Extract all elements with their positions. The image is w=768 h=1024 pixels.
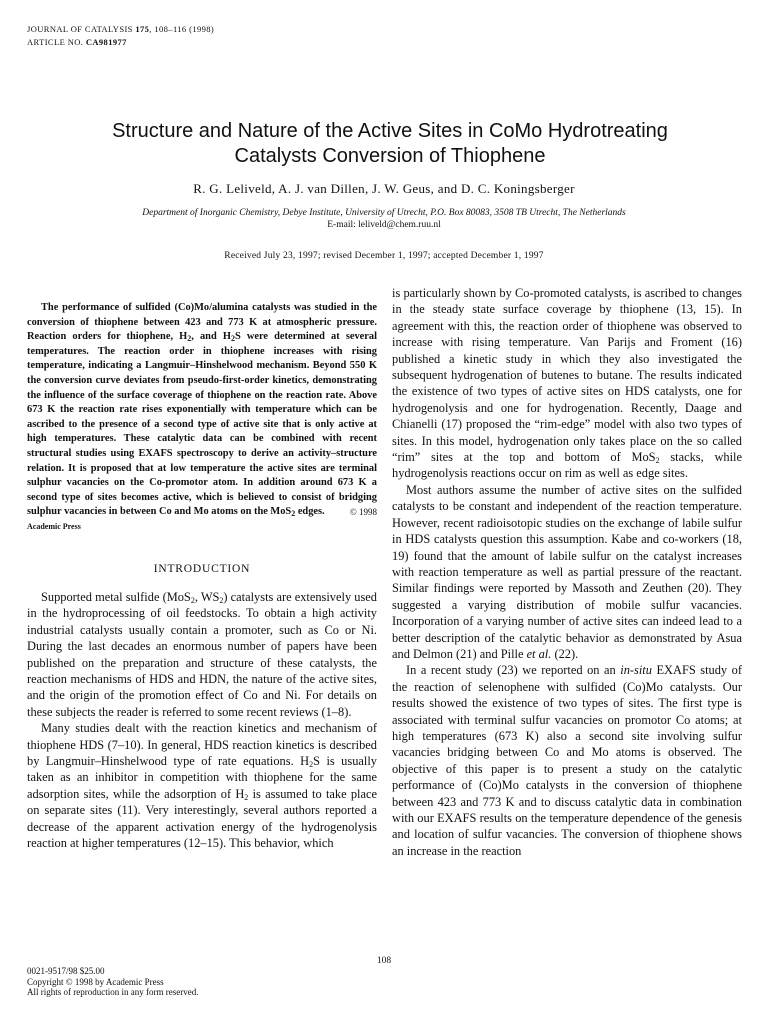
- page-number: 108: [376, 956, 392, 966]
- footer-copyright: Copyright © 1998 by Academic Press: [27, 976, 164, 987]
- right-paragraph-1: is particularly shown by Co-promoted catalysts, is ascribed to changes in the steady state surface coverage by thiophene (13, 15). In agreement with this, the reaction order of thiophene was observed to increase with rising temperature. Van Parijs and Froment (16) published a kinetic study in which they also investigated the subsequent hydrogenation of butenes to butane. The results indicated the existence of two types of active sites on HDS catalysts, one for hydrogenolysis and one for hydrogenation. Recently, Daage and Chianelli (17) proposed the “rim-edge” model with also two types of sites. In this model, hydrogenation only takes place on the so called “rim” sites at the top and bottom of MoS$_2$ stacks, while hydrogenolysis reactions occur on rim as well as edge sites.: [392, 286, 742, 481]
- affiliation: Department of Inorganic Chemistry, Debye Institute, University of Utrecht, P.O. Box 80083, 3508 TB Utrecht, The Netherlands: [142, 208, 626, 218]
- left-paragraph-2: Many studies dealt with the reaction kinetics and mechanism of thiophene HDS (7–10). In general, HDS reaction kinetics is described by Langmuir–Hinshelwood type of rate equations. $H_2S$ is usually taken as an inhibitor in competition with thiophene for the same adsorption sites, while the adsorption of $H_2$ is assumed to take place on separate sites (11). Very interestingly, several authors reported a decrease of the apparent activation energy of the hydrogenolysis reaction at higher temperatures (12–15). This behavior, which: [27, 721, 377, 850]
- footer-rights: All rights of reproduction in any form reserved.: [27, 987, 199, 998]
- right-paragraph-3: In a recent study (23) we reported on an in-situ EXAFS study of the reaction of selenophene with sulfided (Co)Mo catalysts. Our results showed the existence of two types of sites. The first type is associated with terminal sulfur vacancies on promotor Co atoms; at high temperatures (673 K) also a second site involving sulfur vacancies bridging between Co and Mo atoms is observed. The objective of this paper is to present a study on the catalytic performance of (Co)Mo catalysts in the conversion of thiophene between 423 and 773 K and to discuss catalytic data in combination with our EXAFS results on the temperature dependence of the genesis and location of sulfur vacancies. The conversion of thiophene shows an increase in the reaction: [392, 663, 742, 858]
- journal-name: JOURNAL OF CATALYSIS: [27, 24, 136, 34]
- journal-volume: 175: [135, 24, 150, 34]
- journal-pages: , 108–116 (1998): [149, 24, 215, 34]
- article-label: ARTICLE NO.: [27, 37, 86, 47]
- left-column: [27, 285, 377, 851]
- article-number-line: [27, 37, 127, 48]
- paper-title: [40, 119, 740, 169]
- title-line-1: Structure and Nature of the Active Sites in CoMo Hydrotreating: [112, 120, 668, 142]
- abstract-copyright: © 1998: [349, 507, 377, 518]
- journal-header: [27, 24, 214, 35]
- authors: R. G. Leliveld, A. J. van Dillen, J. W. Geus, and D. C. Koningsberger: [193, 181, 575, 196]
- section-heading-introduction: INTRODUCTION: [153, 562, 251, 575]
- received-dates: Received July 23, 1997; revised December 1, 1997; accepted December 1, 1997: [224, 251, 544, 261]
- abstract: The performance of sulfided (Co)Mo/alumina catalysts was studied in the conversion of thiophene between 423 and 773 K at atmospheric pressure. Reaction orders for thiophene, $H_2$, and $H_2S$ were determined at several temperatures. The reaction order in thiophene increases with rising temperature, indicating a Langmuir–Hinshelwood mechanism. Beyond 550 K the conversion curve deviates from pseudo-first-order kinetics, demonstrating the influence of the surface coverage of thiophene on the reaction rate. Above 673 K the reaction rate rises exponentially with temperature which can be ascribed to the presence of a second type of active site that is only active at high temperatures. These catalytic data can be combined with recent structural studies using EXAFS spectroscopy to derive an activity–structure relation. It is proposed that at low temperature the active sites are terminal sulphur vacancies on the Co-promotor atom. In addition around 673 K a second type of sites becomes active, which is believed to consist of bridging sulphur vacancies in between Co and Mo atoms on the MoS$_2$ edges. © 1998 Academic Press: [27, 302, 377, 531]
- email: E-mail: leliveld@chem.ruu.nl: [327, 220, 441, 230]
- left-paragraph-1: Supported metal sulfide (MoS$_2$, $WS_2$) catalysts are extensively used in the hydroprocessing of oil feedstocks. To obtain a high activity industrial catalysts usually contain a promoter, such as Co or Ni. During the last decades an enormous number of papers have been published on the preparation and structure of these catalysts, the reaction mechanisms of HDS and HDN, the nature of the active sites, and the origin of the promotion effect of Co and Ni. For details on these subjects the reader is referred to some recent reviews (1–8).: [27, 589, 377, 719]
- right-paragraph-2: Most authors assume the number of active sites on the sulfided catalysts to be constant and independent of the reaction temperature. However, recent radioisotopic studies on the exchange of labile sulfur in HDS catalysts question this assumption. Kabe and co-workers (18, 19) found that the amount of labile sulfur on the catalyst increases with reaction temperature as well as partial pressure of the reactant. Similar findings were reported by Massoth and Zeuthen (20). They suggested a varying distribution of mobile sulfur vacancies. Incorporation of a varying number of active sites can indeed lead to a better description of the catalytic behavior as demonstrated by Asua and Delmon (21) and Pille et al. (22).: [392, 482, 742, 661]
- footer-issn: 0021-9517/98 $25.00: [27, 966, 105, 976]
- abstract-publisher: Academic Press: [27, 521, 81, 531]
- copyright-footer: [27, 966, 198, 998]
- title-line-2: Catalysts Conversion of Thiophene: [234, 145, 546, 167]
- right-column: [392, 285, 742, 859]
- article-number: CA981977: [85, 37, 127, 47]
